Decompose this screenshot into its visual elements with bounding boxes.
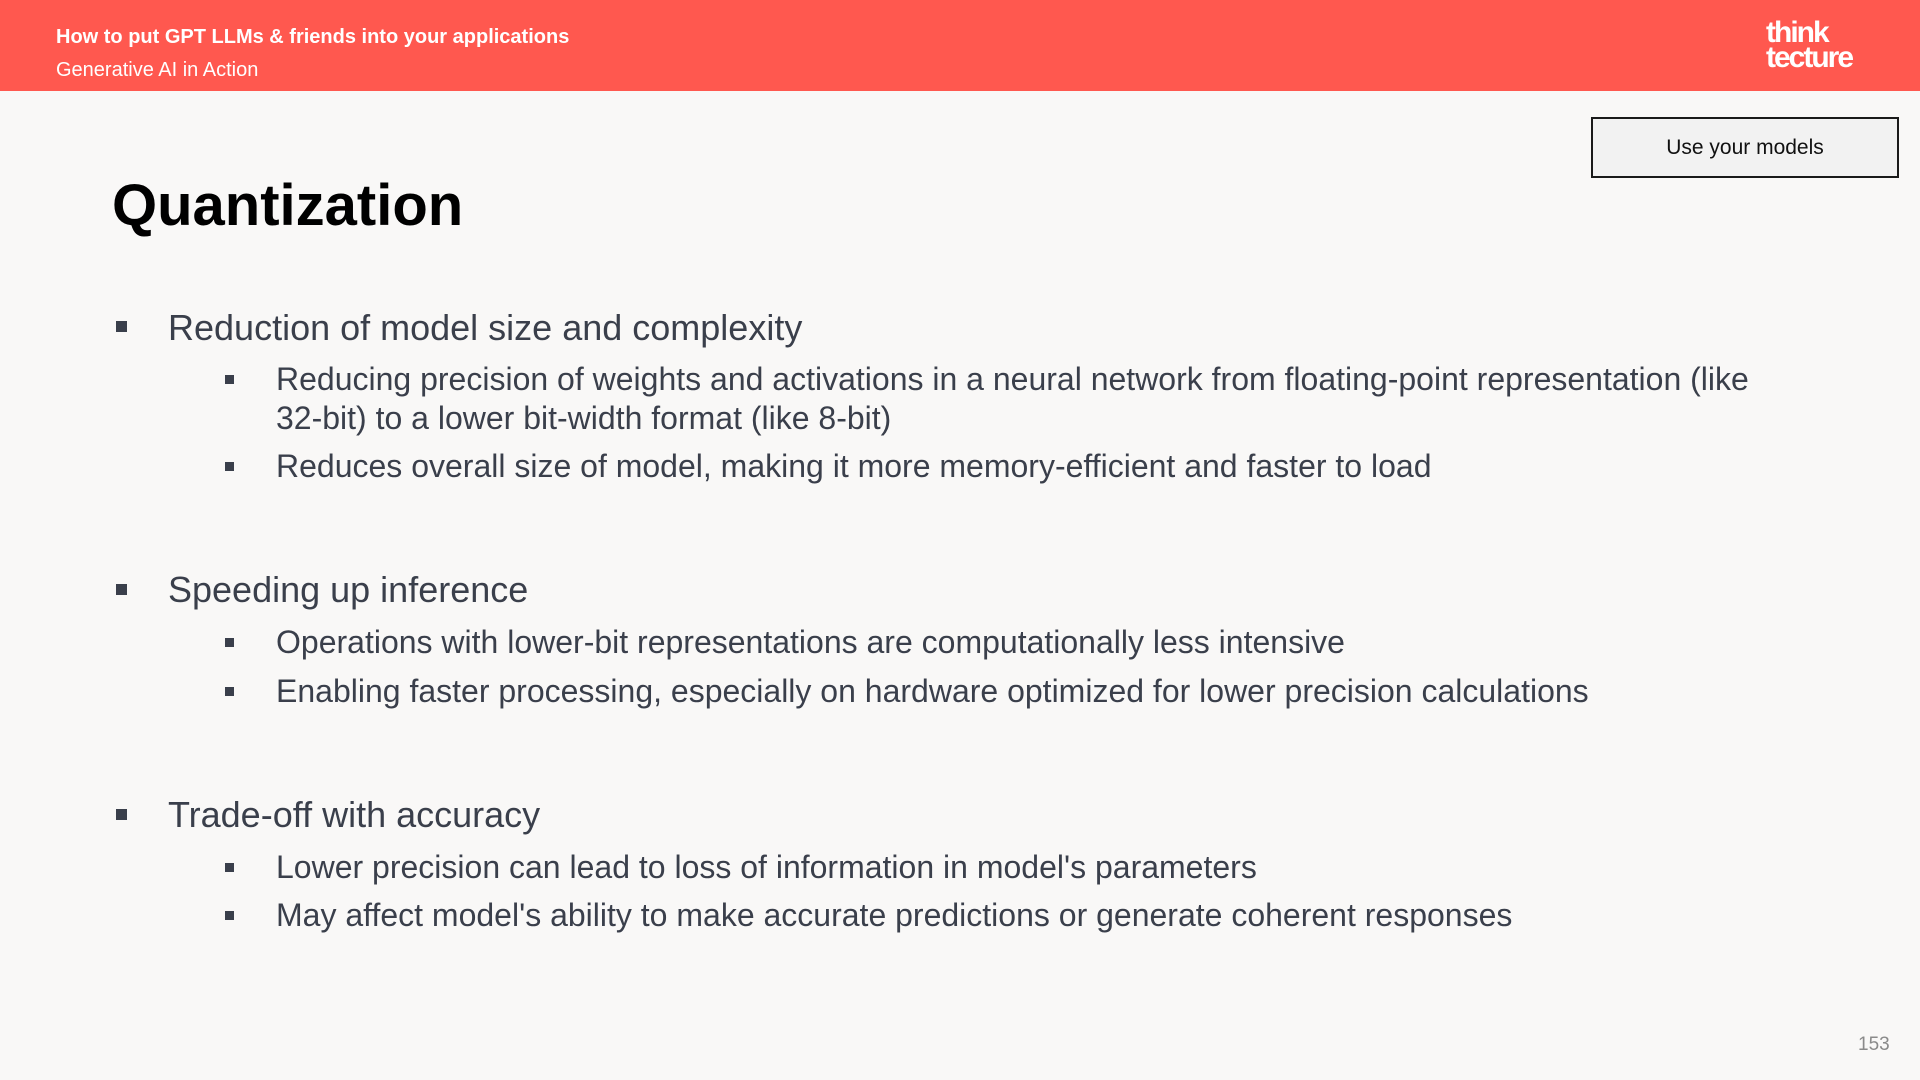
sub-bullet-faster-processing: Enabling faster processing, especially on hardware optimized for lower precision calculations <box>276 673 1589 709</box>
page-number: 153 <box>1858 1034 1890 1055</box>
sub-bullet-marker <box>225 375 234 384</box>
logo-line-1: think <box>1766 16 1828 49</box>
sub-bullet-loss-of-information: Lower precision can lead to loss of information in model's parameters <box>276 849 1257 885</box>
presentation-title: How to put GPT LLMs & friends into your applications <box>56 26 570 48</box>
bullet-trade-off-accuracy: Trade-off with accuracy <box>168 794 541 835</box>
presentation-subtitle: Generative AI in Action <box>56 59 259 81</box>
sub-bullet-marker <box>225 863 234 872</box>
sub-bullet-reduces-size: Reduces overall size of model, making it more memory-efficient and faster to load <box>276 448 1432 484</box>
slide-title: Quantization <box>112 173 464 238</box>
bullet-marker <box>116 321 127 332</box>
sub-bullet-reducing-precision: Reducing precision of weights and activations in a neural network from floating-point representation (like 32-bit) to a lower bit-width format (like 8-bit) <box>276 361 1749 436</box>
logo-line-2: tecture <box>1766 41 1853 74</box>
bullet-reduction-model-size: Reduction of model size and complexity <box>168 307 803 348</box>
sub-bullet-accuracy-impact: May affect model's ability to make accurate predictions or generate coherent responses <box>276 897 1513 933</box>
sub-bullet-marker <box>225 462 234 471</box>
sub-bullet-marker <box>225 911 234 920</box>
bullet-speeding-up-inference: Speeding up inference <box>168 569 529 610</box>
use-your-models-button[interactable]: Use your models <box>1591 117 1899 178</box>
sub-bullet-lower-bit-operations: Operations with lower-bit representations are computationally less intensive <box>276 624 1345 660</box>
bullet-marker <box>116 584 127 595</box>
sub-bullet-marker <box>225 638 234 647</box>
bullet-marker <box>116 809 127 820</box>
sub-bullet-marker <box>225 687 234 696</box>
